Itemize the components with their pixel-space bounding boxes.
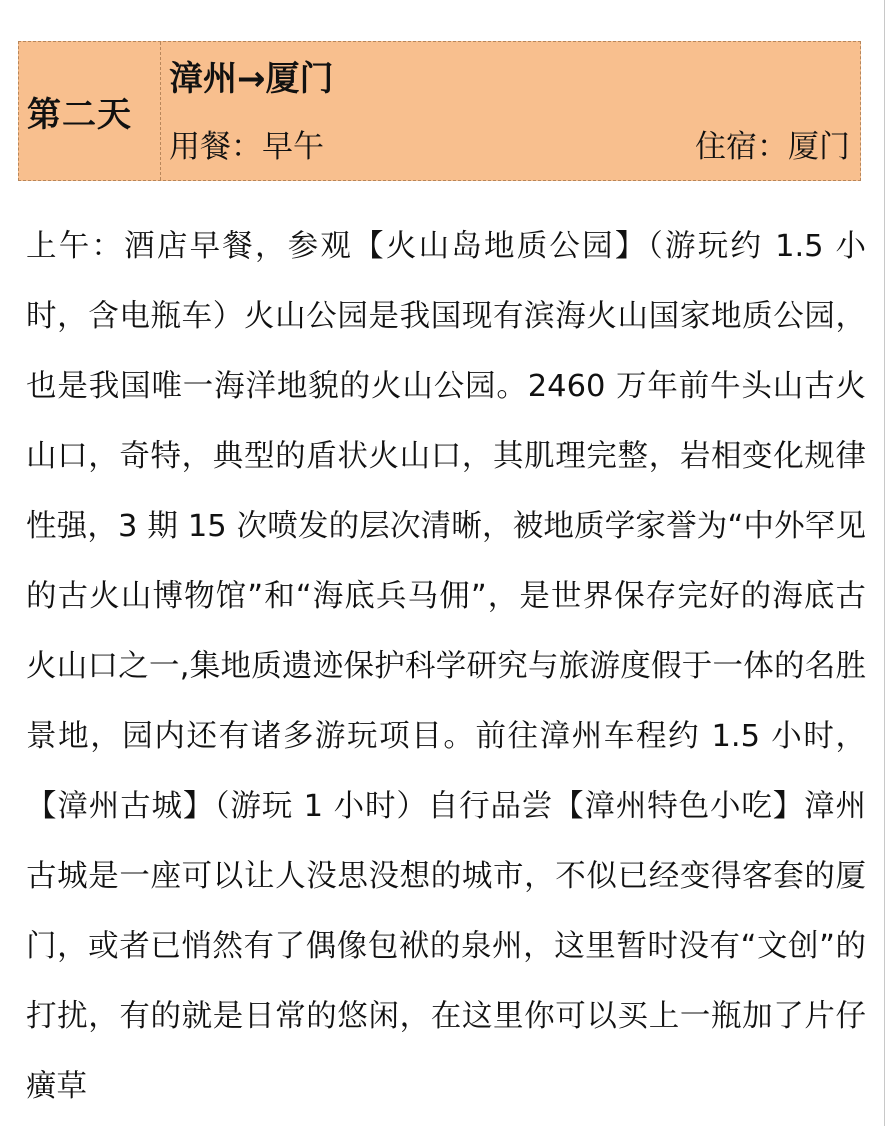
lodging-info: 住宿：厦门	[695, 129, 850, 165]
itinerary-paragraph: 上午：酒店早餐，参观【火山岛地质公园】（游玩约 1.5 小时，含电瓶车）火山公园是我国现有滨海火山国家地质公园，也是我国唯一海洋地貌的火山公园。2460 万年前牛头山古火山口，奇特，典型的盾状火山口，其肌理完整，岩相变化规律性强，3 期 15 次喷发的层次清晰，被地质学家誉为“中外罕见的古火山博物馆”和“海底兵马佣”，是世界保存完好的海底古火山口之一,集地质遗迹保护科学研究与旅游度假于一体的名胜景地，园内还有诸多游玩项目。前往漳州车程约 1.5 小时，【漳州古城】（游玩 1 小时）自行品尝【漳州特色小吃】漳州古城是一座可以让人没思没想的城市，不似已经变得客套的厦门，或者已悄然有了偶像包袱的泉州，这里暂时没有“文创”的打扰，有的就是日常的悠闲，在这里你可以买上一瓶加了片仔癀草	[26, 229, 866, 1104]
page-edge-rule	[884, 0, 885, 1126]
day-label: 第二天	[27, 94, 132, 135]
route-title: 漳州→厦门	[169, 59, 334, 99]
day-label-cell	[19, 42, 161, 180]
meals-info: 用餐：早午	[169, 129, 324, 165]
day-header-table	[18, 41, 861, 181]
